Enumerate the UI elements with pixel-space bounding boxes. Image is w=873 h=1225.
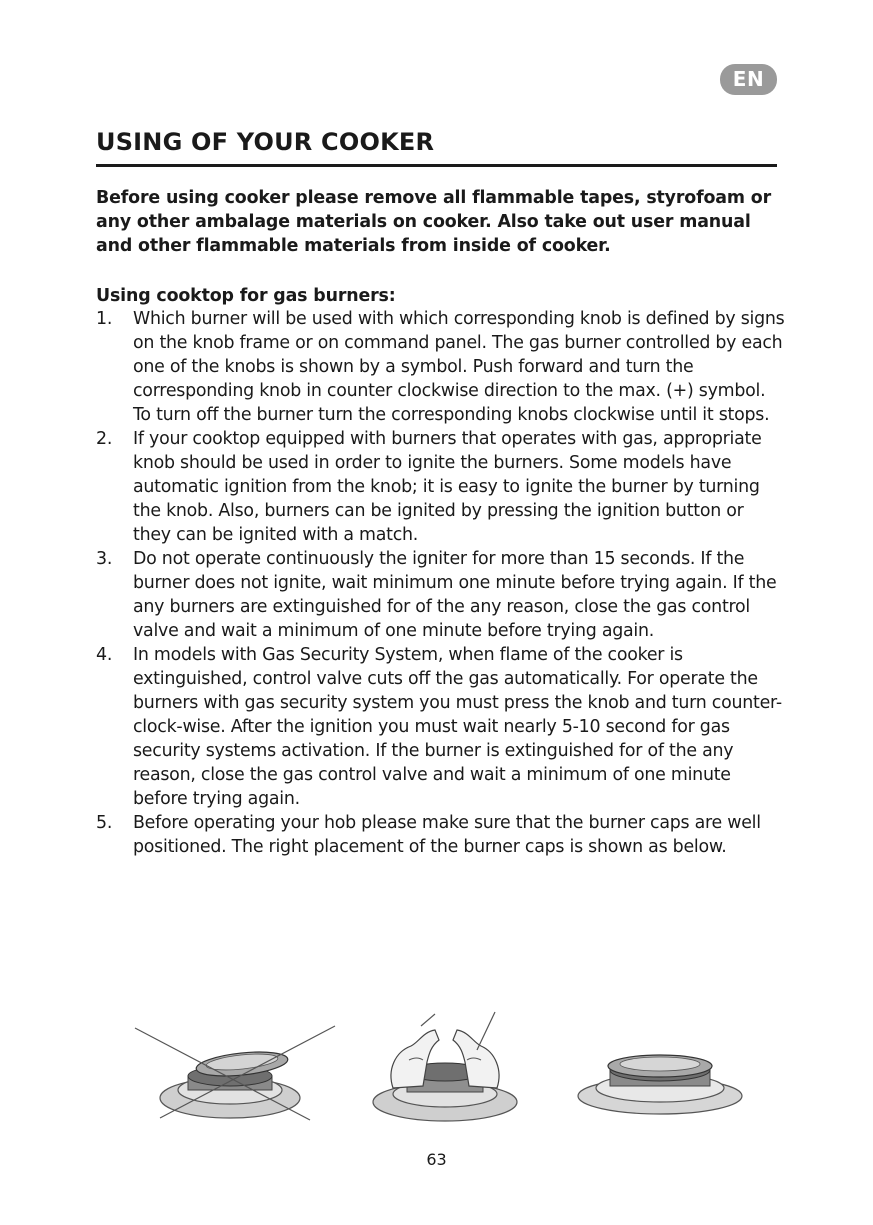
step-number: 3. bbox=[96, 549, 113, 569]
wrong-cap-placement-illustration bbox=[130, 1010, 340, 1125]
step-number: 2. bbox=[96, 429, 113, 449]
step-text: Which burner will be used with which corresponding knob is defined by signs on the knob frame or on command panel. The gas burner controlled by each one of the knobs is shown by a symbol. Push forward and turn the corresponding knob in counter clockwise direction to the max. (+) symbol. To turn off the burner turn the corresponding knobs clockwise until it stops. bbox=[133, 309, 785, 425]
step-text: In models with Gas Security System, when flame of the cooker is extinguished, control valve cuts off the gas automatically. For operate the burners with gas security system you must press the knob and turn counter-clock-wise. After the ignition you must wait nearly 5-10 second for gas security systems activation. If the burner is extinguished for of the any reason, close the gas control valve and wait a minimum of one minute before trying again. bbox=[133, 645, 782, 809]
list-item bbox=[96, 547, 786, 643]
list-item bbox=[96, 427, 786, 547]
step-number: 5. bbox=[96, 813, 113, 833]
page-title: USING OF YOUR COOKER bbox=[96, 128, 435, 156]
list-item bbox=[96, 307, 786, 427]
title-divider bbox=[96, 164, 777, 167]
list-item bbox=[96, 811, 786, 859]
page-number: 63 bbox=[426, 1150, 447, 1169]
steps-list bbox=[96, 307, 786, 859]
step-text: Before operating your hob please make sure that the burner caps are well positioned. The right placement of the burner caps is shown as below. bbox=[133, 813, 761, 857]
section-heading: Using cooktop for gas burners: bbox=[96, 286, 396, 306]
step-number: 4. bbox=[96, 645, 113, 665]
language-badge: EN bbox=[720, 64, 777, 95]
step-text: If your cooktop equipped with burners that operates with gas, appropriate knob should be used in order to ignite the burners. Some models have automatic ignition from the knob; it is easy to ignite the burner by turning the knob. Also, burners can be ignited by pressing the ignition button or they can be ignited with a match. bbox=[133, 429, 762, 545]
intro-paragraph: Before using cooker please remove all flammable tapes, styrofoam or any other ambalage materials on cooker. Also take out user manual and other flammable materials from inside of cooker. bbox=[96, 188, 771, 256]
step-text: Do not operate continuously the igniter for more than 15 seconds. If the burner does not ignite, wait minimum one minute before trying again. If the any burners are extinguished for of the any reason, close the gas control valve and wait a minimum of one minute before trying again. bbox=[133, 549, 777, 641]
list-item bbox=[96, 643, 786, 811]
step-number: 1. bbox=[96, 309, 113, 329]
correct-cap-placement-illustration bbox=[570, 1010, 750, 1125]
hands-placing-cap-illustration bbox=[365, 1010, 525, 1125]
burner-cap-illustrations bbox=[120, 1010, 760, 1135]
